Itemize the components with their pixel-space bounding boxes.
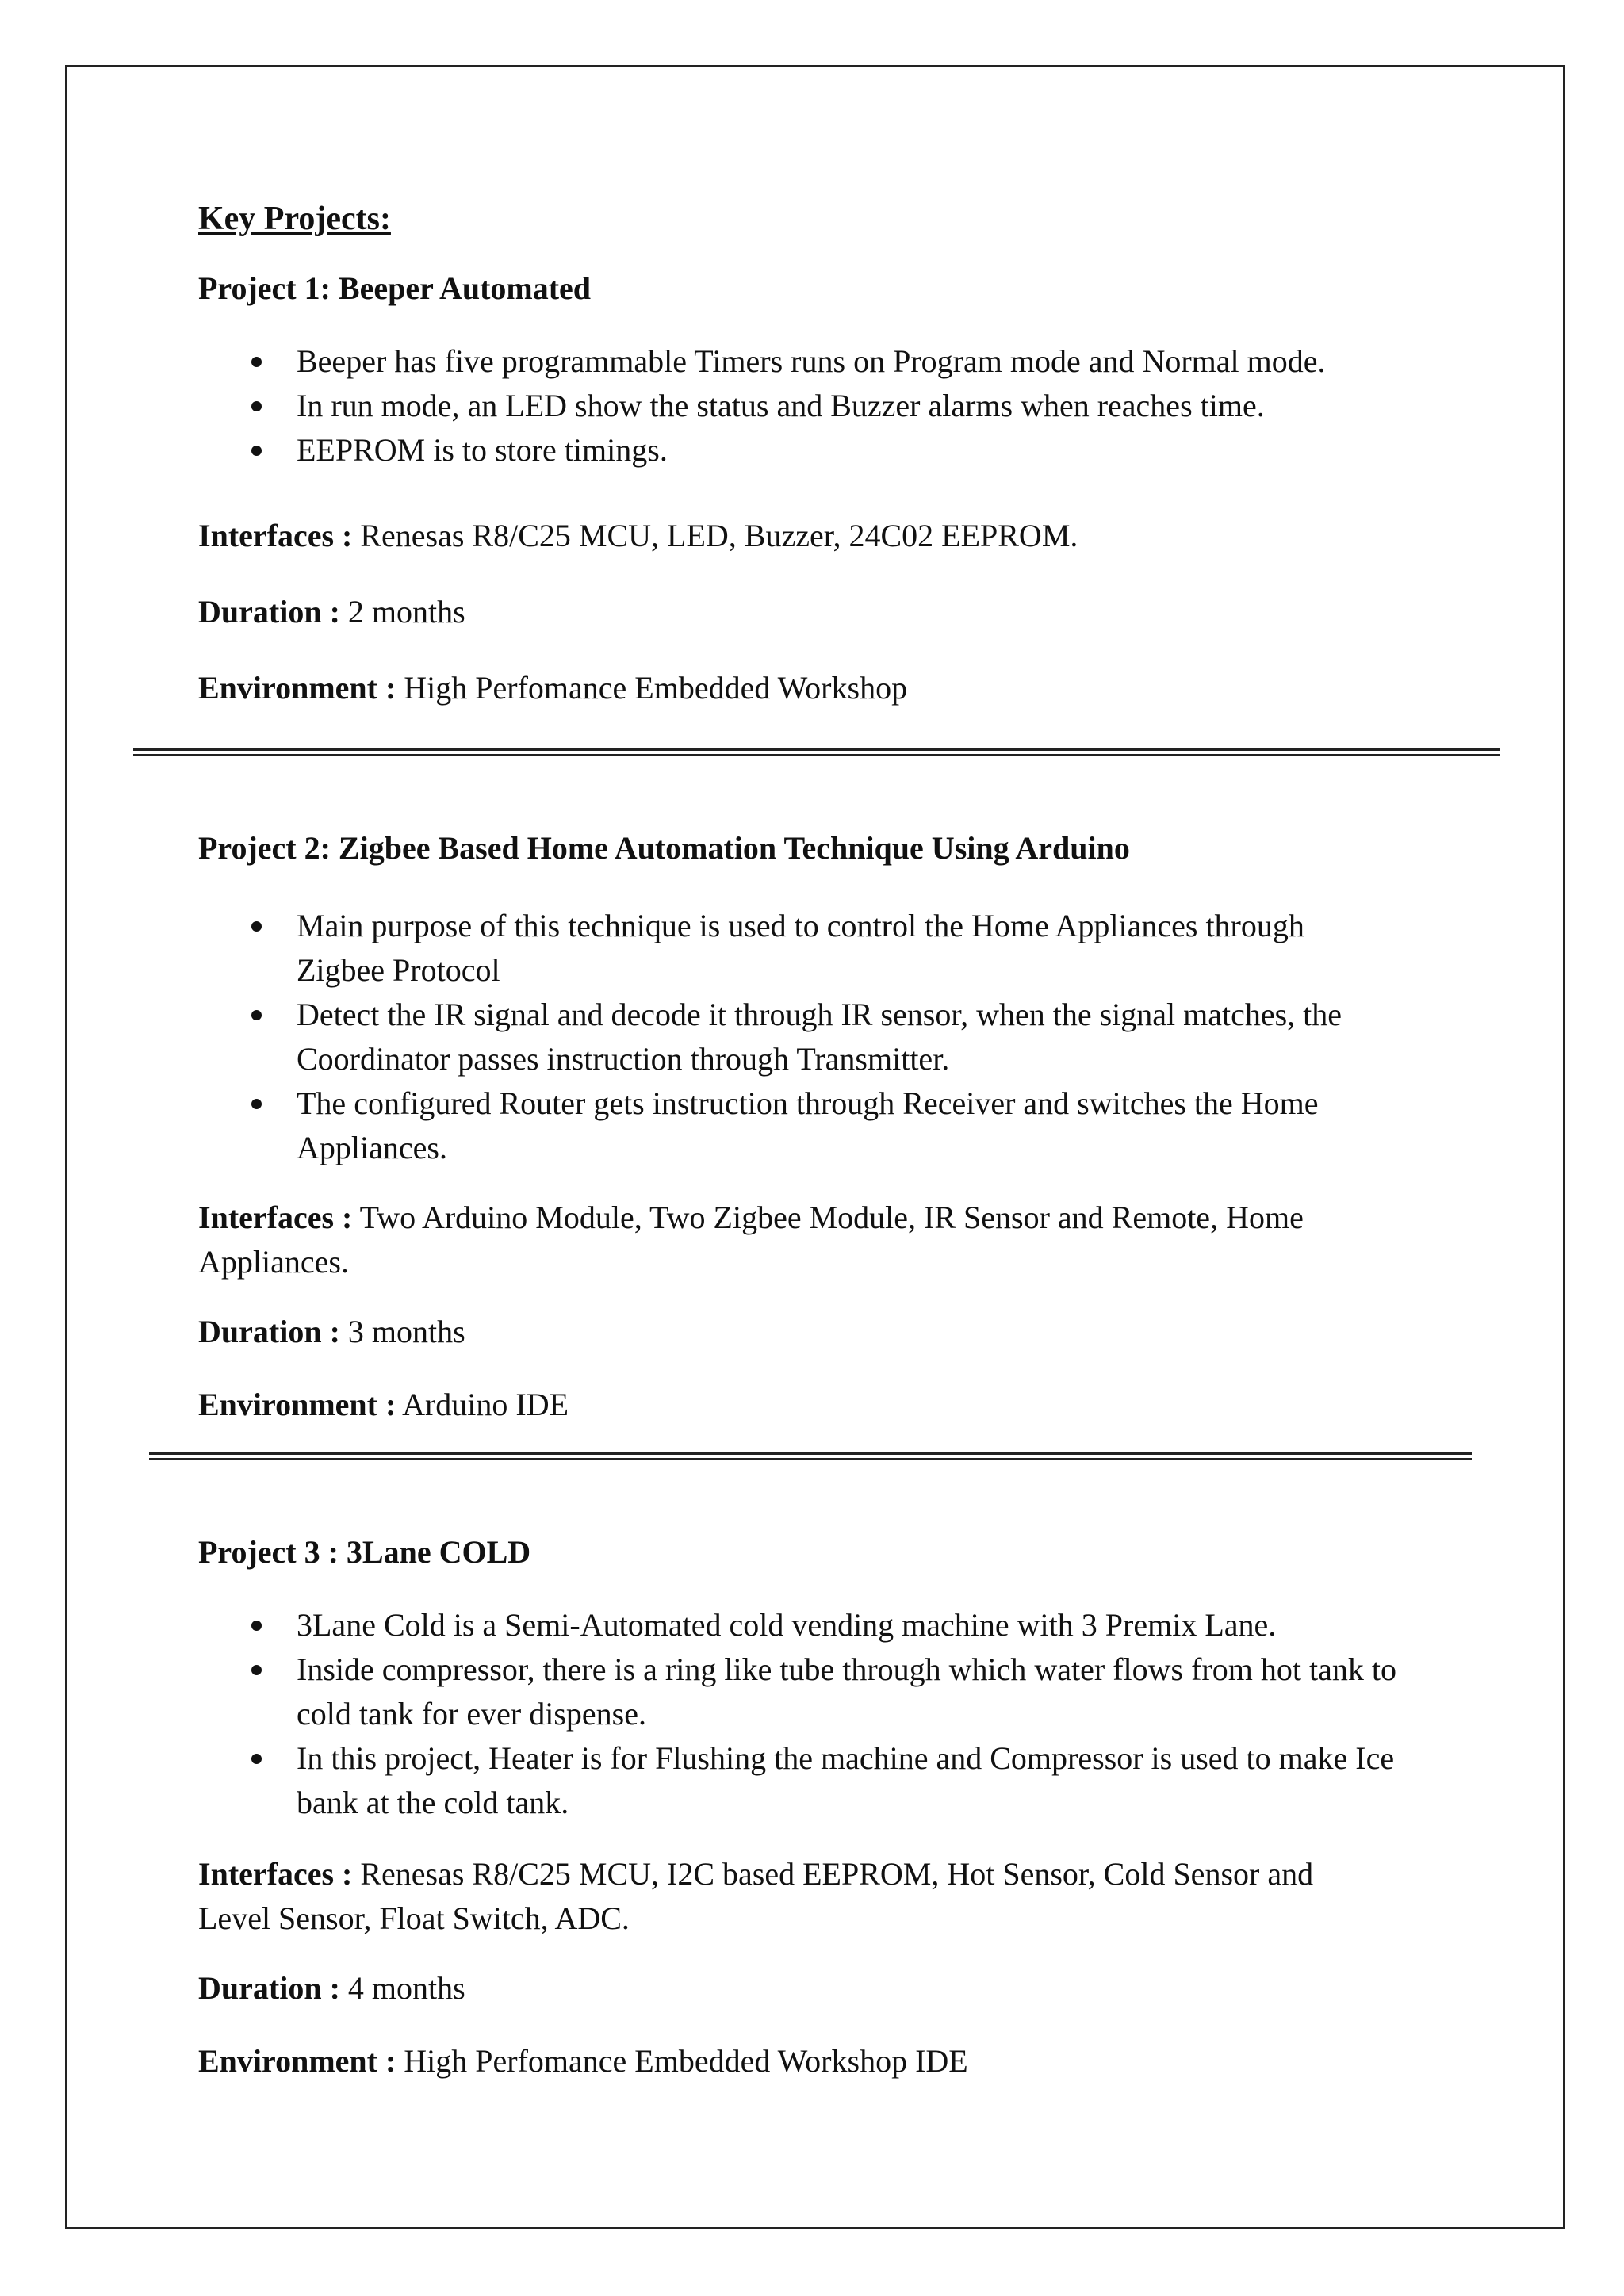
project-2-duration: Duration : 3 months — [198, 1314, 465, 1349]
project-1-bullets — [198, 339, 1326, 473]
project-3-environment: Environment : High Perfomance Embedded Workshop IDE — [198, 2043, 968, 2079]
project-2-interfaces-cont: Appliances. — [198, 1244, 349, 1280]
list-item: 3Lane Cold is a Semi-Automated cold vending machine with 3 Premix Lane. — [198, 1603, 1396, 1647]
project-1-duration: Duration : 2 months — [198, 594, 465, 629]
project-2-bullets — [198, 904, 1342, 1170]
section-heading: Key Projects: — [198, 201, 391, 237]
project-3-duration: Duration : 4 months — [198, 1970, 465, 2006]
list-item: Main purpose of this technique is used to control the Home Appliances through Zigbee Protocol — [198, 904, 1342, 993]
project-1-interfaces: Interfaces : Renesas R8/C25 MCU, LED, Buzzer, 24C02 EEPROM. — [198, 518, 1078, 553]
project-2-interfaces: Interfaces : Two Arduino Module, Two Zigbee Module, IR Sensor and Remote, Home — [198, 1200, 1304, 1235]
list-item: Inside compressor, there is a ring like tube through which water flows from hot tank to cold tank for ever dispense. — [198, 1647, 1396, 1736]
section-divider — [149, 1452, 1472, 1460]
list-item: In run mode, an LED show the status and Buzzer alarms when reaches time. — [198, 384, 1326, 428]
list-item: The configured Router gets instruction through Receiver and switches the Home Appliances. — [198, 1081, 1342, 1170]
project-3-title: Project 3 : 3Lane COLD — [198, 1534, 531, 1570]
list-item: In this project, Heater is for Flushing the machine and Compressor is used to make Ice bank at the cold tank. — [198, 1736, 1396, 1825]
project-3-interfaces-cont: Level Sensor, Float Switch, ADC. — [198, 1900, 630, 1936]
list-item: Beeper has five programmable Timers runs on Program mode and Normal mode. — [198, 339, 1326, 384]
section-divider — [133, 748, 1500, 756]
project-1-environment: Environment : High Perfomance Embedded Workshop — [198, 670, 908, 706]
project-3-bullets — [198, 1603, 1396, 1825]
project-2-title: Project 2: Zigbee Based Home Automation Technique Using Arduino — [198, 830, 1130, 866]
list-item: Detect the IR signal and decode it through IR sensor, when the signal matches, the Coordinator passes instruction through Transmitter. — [198, 993, 1342, 1081]
project-1-title: Project 1: Beeper Automated — [198, 270, 592, 306]
list-item: EEPROM is to store timings. — [198, 428, 1326, 473]
project-3-interfaces: Interfaces : Renesas R8/C25 MCU, I2C based EEPROM, Hot Sensor, Cold Sensor and — [198, 1856, 1314, 1892]
project-2-environment: Environment : Arduino IDE — [198, 1387, 569, 1422]
